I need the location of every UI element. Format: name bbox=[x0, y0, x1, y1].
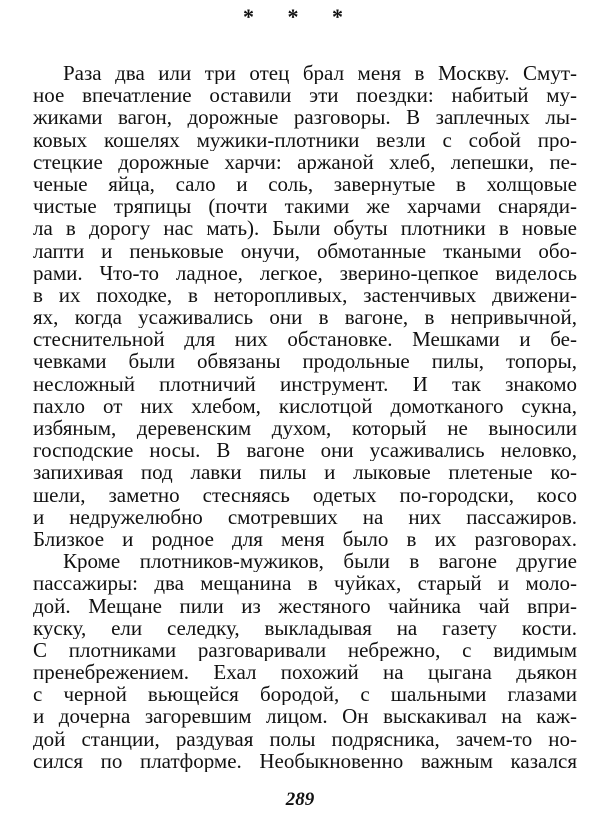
text-line-content: дой станции, раздувая полы подрясника, зачем-то но- bbox=[33, 727, 577, 750]
text-line-content: избяным, деревенским духом, который не выносили bbox=[33, 417, 577, 440]
text-line bbox=[33, 528, 577, 550]
text-line bbox=[33, 550, 577, 572]
text-line-content: пахло от них хлебом, кислотцой домотканого сукна, bbox=[33, 394, 577, 417]
text-line-content: ла в дорогу нас мать). Были обуты плотники в новые bbox=[33, 217, 577, 240]
text-line bbox=[33, 350, 577, 372]
text-line-content: Раза два или три отец брал меня в Москву. Смут- bbox=[63, 62, 577, 85]
text-line-content: господские носы. В вагоне они усаживались неловко, bbox=[33, 439, 577, 462]
text-line bbox=[33, 461, 577, 483]
text-line bbox=[33, 84, 577, 106]
text-line-content: дой. Мещане пили из жестяного чайника чай впри- bbox=[33, 594, 577, 617]
text-line bbox=[33, 240, 577, 262]
text-line bbox=[33, 373, 577, 395]
text-line-content: С плотниками разговаривали небрежно, с видимым bbox=[33, 638, 577, 662]
text-line bbox=[33, 595, 577, 617]
text-line-content: и недружелюбно смотревших на них пассажиров. bbox=[33, 505, 577, 528]
text-line bbox=[33, 106, 577, 128]
text-line bbox=[33, 639, 577, 661]
text-line-content: запихивая под лавки пилы и лыковые плетеные ко- bbox=[33, 461, 577, 484]
page-number: 289 bbox=[285, 789, 315, 810]
text-line-content: рами. Что-то ладное, легкое, зверино-цепкое виделось bbox=[33, 261, 577, 284]
text-line-content: ях, когда усаживались они в вагоне, в непривычной, bbox=[33, 306, 577, 329]
text-line bbox=[33, 262, 577, 284]
text-line-content: и дочерна загоревшим лицом. Он выскакивал на каж- bbox=[33, 705, 577, 728]
text-line-content: Близкое и родное для меня было в их разговорах. bbox=[33, 527, 577, 551]
text-line bbox=[33, 284, 577, 306]
text-line bbox=[33, 683, 577, 705]
text-line bbox=[33, 62, 577, 84]
text-line bbox=[33, 328, 577, 350]
text-line bbox=[33, 217, 577, 239]
text-line-content: пассажиры: два мещанина в чуйках, старый и моло- bbox=[33, 572, 577, 595]
text-line-content: Кроме плотников-мужиков, были в вагоне другие bbox=[63, 550, 577, 573]
text-line-content: лапти и пеньковые онучи, обмотанные ткаными обо- bbox=[33, 239, 577, 262]
text-line bbox=[33, 195, 577, 217]
text-line-content: стецкие дорожные харчи: аржаной хлеб, лепешки, пе- bbox=[33, 150, 577, 173]
text-line-content: чевками были обвязаны продольные пилы, топоры, bbox=[33, 350, 577, 373]
text-line-content: стеснительной для них обстановке. Мешками и бе- bbox=[33, 328, 577, 351]
text-line-content: чистые тряпицы (почти такими же харчами снаряди- bbox=[33, 195, 577, 218]
text-line bbox=[33, 506, 577, 528]
text-line bbox=[33, 306, 577, 328]
text-line bbox=[33, 572, 577, 594]
text-line bbox=[33, 728, 577, 750]
section-break-mark: * * * bbox=[243, 4, 357, 29]
text-line-content: ченые яйца, сало и соль, завернутые в холщовые bbox=[33, 172, 577, 196]
text-line-content: куску, ели селедку, выкладывая на газету кости. bbox=[33, 616, 577, 639]
text-line-content: в их походке, в неторопливых, застенчивых движени- bbox=[33, 283, 577, 307]
text-line-content: несложный плотничий инструмент. И так знакомо bbox=[33, 372, 577, 395]
text-line bbox=[33, 129, 577, 151]
text-line-content: шели, заметно стесняясь одетых по-городски, косо bbox=[33, 483, 577, 506]
text-line bbox=[33, 705, 577, 727]
text-line bbox=[33, 661, 577, 683]
text-line-content: с черной вьющейся бородой, с шальными глазами bbox=[33, 683, 577, 706]
text-line bbox=[33, 439, 577, 461]
text-line bbox=[33, 395, 577, 417]
body-text bbox=[33, 62, 577, 772]
text-line bbox=[33, 617, 577, 639]
text-line bbox=[33, 417, 577, 439]
text-line bbox=[33, 750, 577, 772]
text-line-content: ное впечатление оставили эти поездки: набитый му- bbox=[33, 84, 577, 107]
text-line-content: ковых кошелях мужики-плотники везли с собой про- bbox=[33, 128, 577, 151]
text-line bbox=[33, 151, 577, 173]
text-line-content: сился по платформе. Необыкновенно важным казался bbox=[33, 749, 577, 772]
text-line-content: жиками вагон, дорожные разговоры. В заплечных лы- bbox=[33, 106, 577, 129]
text-line bbox=[33, 173, 577, 195]
text-line bbox=[33, 484, 577, 506]
text-line-content: пренебрежением. Ехал похожий на цыгана дьякон bbox=[33, 661, 577, 684]
